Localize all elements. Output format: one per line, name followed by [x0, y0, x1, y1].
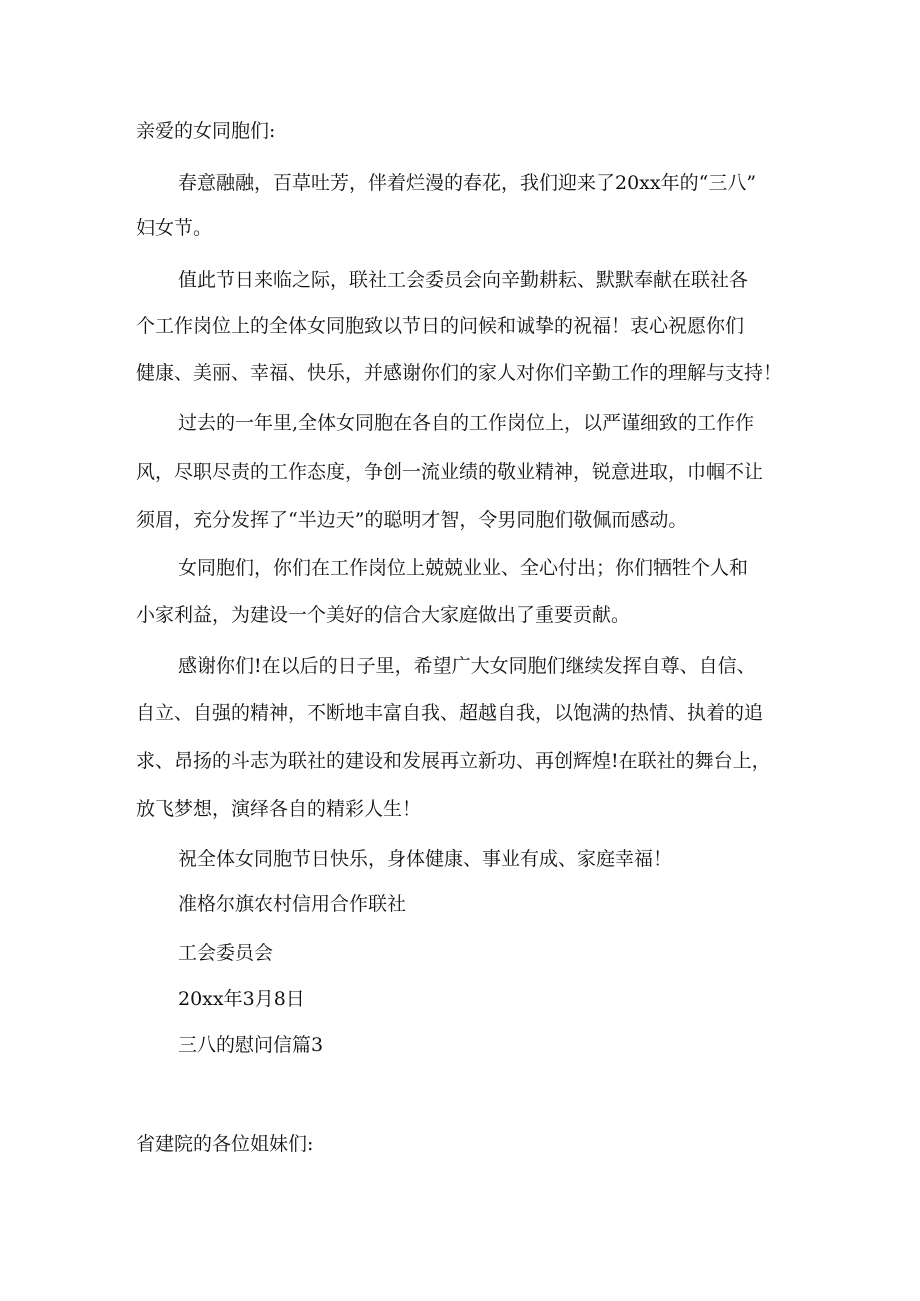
signature-committee: 工会委员会 [178, 942, 274, 964]
paragraph-5-line-3: 求、昂扬的斗志为联社的建设和发展再立新功、再创辉煌!在联社的舞台上， [136, 750, 771, 772]
paragraph-1-line-1: 春意融融，百草吐芳，伴着烂漫的春花，我们迎来了20xx年的“三八” [178, 172, 757, 194]
paragraph-5-line-4: 放飞梦想，演绎各自的精彩人生！ [136, 798, 422, 820]
paragraph-2-line-2: 个工作岗位上的全体女同胞致以节日的问候和诚挚的祝福！衷心祝愿你们 [136, 315, 745, 337]
signature-date: 20xx年3月8日 [178, 988, 305, 1010]
paragraph-3-line-3: 须眉，充分发挥了“半边天”的聪明才智，令男同胞们敬佩而感动。 [136, 509, 688, 531]
signature-organization: 准格尔旗农村信用合作联社 [178, 893, 407, 915]
paragraph-3-line-1: 过去的一年里,全体女同胞在各自的工作岗位上，以严谨细致的工作作 [178, 412, 755, 434]
greeting-line: 亲爱的女同胞们: [136, 120, 276, 142]
paragraph-5-line-2: 自立、自强的精神，不断地丰富自我、超越自我，以饱满的热情、执着的追 [136, 702, 764, 724]
paragraph-4-line-2: 小家利益，为建设一个美好的信合大家庭做出了重要贡献。 [136, 604, 631, 626]
paragraph-3-line-2: 风，尽职尽责的工作态度，争创一流业绩的敬业精神，锐意进取，巾帼不让 [136, 461, 764, 483]
paragraph-4-line-1: 女同胞们，你们在工作岗位上兢兢业业、全心付出；你们牺牲个人和 [178, 557, 749, 579]
paragraph-2-line-1: 值此节日来临之际，联社工会委员会向辛勤耕耘、默默奉献在联社各 [178, 269, 749, 291]
next-greeting-line: 省建院的各位姐妹们: [136, 1133, 314, 1155]
section-heading: 三八的慰问信篇3 [178, 1034, 324, 1056]
closing-wish: 祝全体女同胞节日快乐，身体健康、事业有成、家庭幸福！ [178, 848, 673, 870]
paragraph-2-line-3: 健康、美丽、幸福、快乐，并感谢你们的家人对你们辛勤工作的理解与支持！ [136, 362, 783, 384]
paragraph-5-line-1: 感谢你们!在以后的日子里，希望广大女同胞们继续发挥自尊、自信、 [178, 655, 756, 677]
paragraph-1-line-2: 妇女节。 [136, 217, 213, 239]
